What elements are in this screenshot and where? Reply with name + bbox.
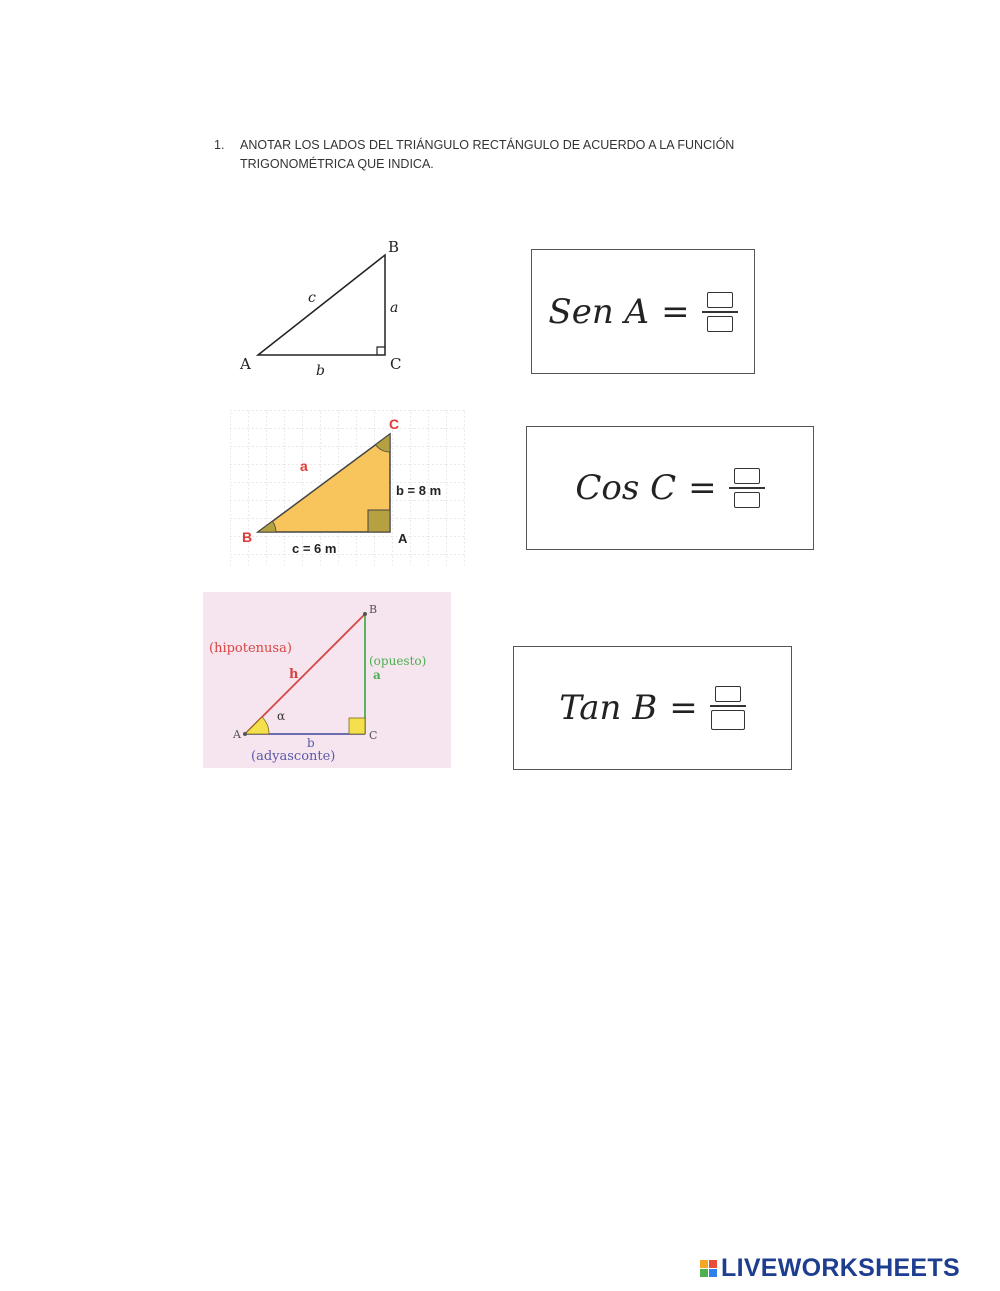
- t2-side-vertical: b = 8 m: [396, 483, 442, 498]
- tan-func: Tan: [559, 688, 622, 728]
- cos-formula-box: [526, 426, 814, 550]
- sen-fraction-bar: [702, 311, 738, 313]
- triangle-1-diagram: [230, 232, 420, 382]
- t3-opp-label: (opuesto): [369, 654, 427, 668]
- tan-equals: =: [669, 688, 698, 728]
- logo-square-2: [709, 1260, 717, 1268]
- t3-vertex-c: C: [369, 729, 378, 742]
- cos-denominator-blank[interactable]: [734, 492, 760, 508]
- t2-side-horizontal: c = 6 m: [292, 541, 337, 556]
- t1-side-a: a: [390, 300, 399, 316]
- tan-formula-box: [513, 646, 792, 770]
- triangle-1-shape: [258, 255, 385, 355]
- cos-angle: C: [650, 468, 677, 508]
- tan-denominator-blank[interactable]: [711, 710, 745, 730]
- t3-angle-label: α: [277, 709, 286, 723]
- t3-side-opp: a: [373, 668, 381, 682]
- t3-adj-label: (adyasconte): [251, 749, 336, 764]
- sen-numerator-blank[interactable]: [707, 292, 733, 308]
- cos-fraction-bar: [729, 487, 765, 489]
- logo-square-1: [700, 1260, 708, 1268]
- cos-formula: [575, 468, 764, 508]
- sen-fraction: [702, 292, 738, 332]
- instruction: [214, 136, 774, 174]
- cos-func: Cos: [575, 468, 640, 508]
- t3-vertex-b: B: [369, 603, 378, 616]
- liveworksheets-logo-icon: [700, 1260, 717, 1277]
- logo-square-4: [709, 1269, 717, 1277]
- logo-square-3: [700, 1269, 708, 1277]
- t3-side-hyp: h: [289, 667, 299, 682]
- t1-vertex-b: B: [388, 238, 400, 256]
- t2-vertex-b: B: [242, 529, 253, 545]
- t3-side-adj: b: [307, 736, 315, 750]
- instruction-text: ANOTAR LOS LADOS DEL TRIÁNGULO RECTÁNGULO DE ACUERDO A LA FUNCIÓN TRIGONOMÉTRICA QUE INDICA.: [240, 138, 735, 171]
- triangle-3-diagram: [203, 592, 451, 768]
- triangle-2-diagram: [230, 410, 465, 565]
- tan-fraction-bar: [710, 705, 746, 707]
- tan-angle: B: [632, 688, 658, 728]
- t2-vertex-c: C: [389, 416, 400, 432]
- t1-vertex-a: A: [240, 355, 251, 373]
- sen-formula-box: [531, 249, 755, 374]
- liveworksheets-brand: [700, 1254, 960, 1283]
- cos-fraction: [729, 468, 765, 508]
- tan-numerator-blank[interactable]: [715, 686, 741, 702]
- cos-numerator-blank[interactable]: [734, 468, 760, 484]
- cos-equals: =: [688, 468, 717, 508]
- brand-name: LIVEWORKSHEETS: [721, 1254, 960, 1282]
- t2-vertex-a: A: [398, 531, 408, 546]
- t3-point-b: [363, 612, 367, 616]
- triangle-2-right-angle: [368, 510, 390, 532]
- sen-denominator-blank[interactable]: [707, 316, 733, 332]
- t3-point-a: [243, 732, 247, 736]
- instruction-number: 1.: [214, 138, 225, 152]
- sen-formula: [548, 292, 737, 332]
- sen-equals: =: [661, 291, 690, 332]
- triangle-1-right-angle: [377, 347, 385, 355]
- sen-func: Sen: [548, 291, 614, 332]
- t3-right-angle: [349, 718, 365, 734]
- t3-hyp-label: (hipotenusa): [209, 641, 292, 656]
- t1-vertex-c: C: [390, 355, 402, 373]
- t1-side-b: b: [316, 363, 325, 379]
- sen-angle: A: [624, 291, 650, 332]
- tan-fraction: [710, 686, 746, 730]
- t1-side-c: c: [308, 290, 316, 306]
- t3-vertex-a: A: [233, 728, 241, 741]
- t2-side-hyp: a: [300, 458, 308, 474]
- triangle-3-background: [203, 592, 451, 768]
- tan-formula: [559, 686, 746, 730]
